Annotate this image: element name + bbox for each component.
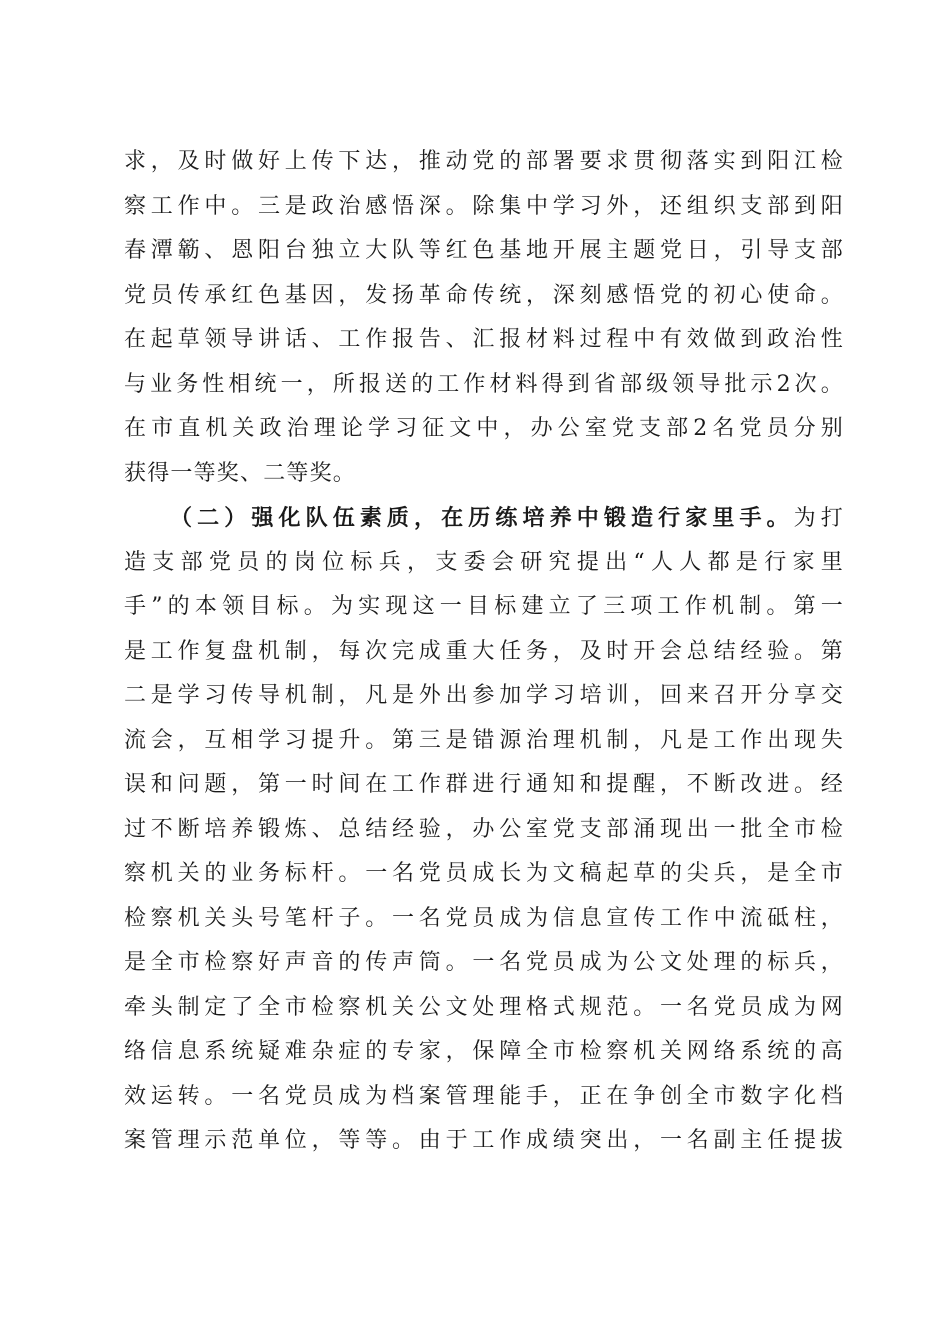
section-heading-continuation: 为打 [793, 506, 844, 531]
text-line: 手”的本领目标。为实现这一目标建立了三项工作机制。第一 [124, 594, 844, 619]
text-line: 获得一等奖、二等奖。 [124, 460, 357, 486]
text-line: 是工作复盘机制，每次完成重大任务，及时开会总结经验。第 [124, 638, 844, 664]
text-line: 造支部党员的岗位标兵，支委会研究提出“人人都是行家里 [124, 549, 844, 575]
text-line: 春潭簕、恩阳台独立大队等红色基地开展主题党日，引导支部 [124, 238, 844, 263]
section-heading-line [124, 496, 844, 541]
text-line: 流会，互相学习提升。第三是错源治理机制，凡是工作出现失 [124, 727, 844, 753]
text-line: 过不断培养锻炼、总结经验，办公室党支部涌现出一批全市检 [124, 816, 844, 842]
text-line: 二是学习传导机制，凡是外出参加学习培训，回来召开分享交 [124, 683, 844, 708]
text-line: 效运转。一名党员成为档案管理能手，正在争创全市数字化档 [124, 1083, 844, 1109]
section-heading: （二）强化队伍素质，在历练培养中锻造行家里手。 [170, 505, 794, 531]
text-line: 求，及时做好上传下达，推动党的部署要求贯彻落实到阳江检 [124, 149, 844, 174]
text-line: 察工作中。三是政治感悟深。除集中学习外，还组织支部到阳 [124, 193, 844, 219]
body-text [124, 140, 844, 1164]
text-line: 误和问题，第一时间在工作群进行通知和提醒，不断改进。经 [124, 772, 844, 797]
text-line: 检察机关头号笔杆子。一名党员成为信息宣传工作中流砥柱， [124, 905, 844, 931]
text-line: 络信息系统疑难杂症的专家，保障全市检察机关网络系统的高 [124, 1039, 844, 1064]
text-line: 在市直机关政治理论学习征文中，办公室党支部2名党员分别 [124, 416, 844, 441]
text-line: 是全市检察好声音的传声筒。一名党员成为公文处理的标兵， [124, 950, 844, 975]
text-line: 案管理示范单位，等等。由于工作成绩突出，一名副主任提拔 [124, 1128, 844, 1153]
text-line: 在起草领导讲话、工作报告、汇报材料过程中有效做到政治性 [124, 327, 844, 352]
text-line: 察机关的业务标杆。一名党员成长为文稿起草的尖兵，是全市 [124, 861, 844, 886]
text-line: 党员传承红色基因，发扬革命传统，深刻感悟党的初心使命。 [124, 282, 844, 308]
text-line: 牵头制定了全市检察机关公文处理格式规范。一名党员成为网 [124, 994, 844, 1020]
text-line: 与业务性相统一，所报送的工作材料得到省部级领导批示2次。 [124, 371, 844, 397]
